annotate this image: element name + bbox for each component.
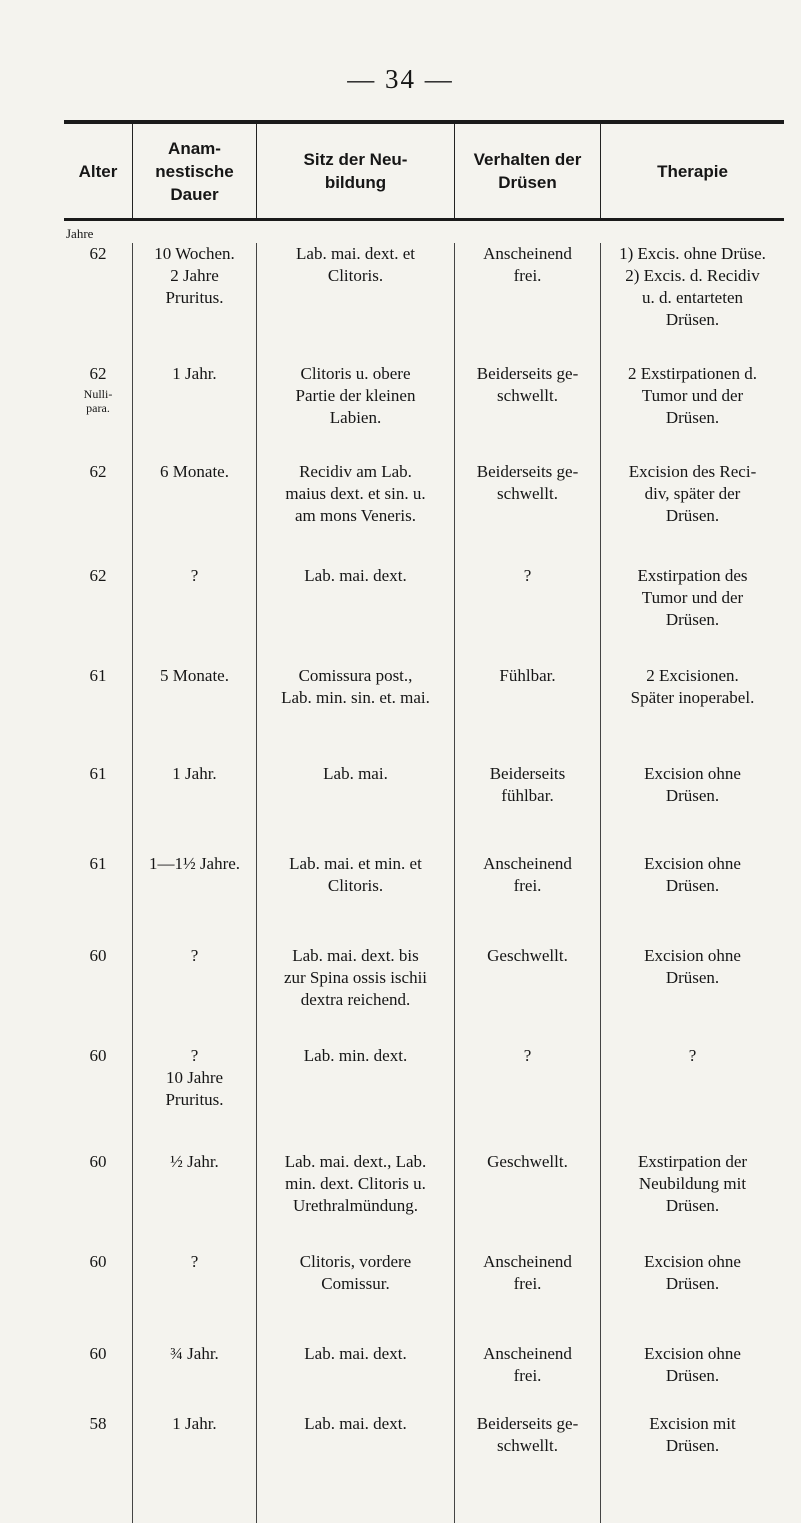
page-number: — 34 — <box>347 64 454 94</box>
cell-text-therapie: 1) Excis. ohne Drüse. 2) Excis. d. Recidiv u. d. entarteten Drüsen. <box>619 244 766 329</box>
cell-therapie <box>600 1045 784 1151</box>
table-header-row <box>64 124 784 218</box>
cell-dauer <box>132 1413 256 1523</box>
cell-therapie <box>600 363 784 461</box>
table-row <box>64 1045 784 1151</box>
cell-text-druesen: Beiderseits ge- schwellt. <box>476 1414 579 1455</box>
cell-dauer <box>132 363 256 461</box>
cell-text-druesen: Beiderseits ge- schwellt. <box>476 364 579 405</box>
cell-text-druesen: Anscheinend frei. <box>483 244 572 285</box>
cell-text-alter: 60 <box>89 946 107 965</box>
cell-text-dauer: ¾ Jahr. <box>170 1344 219 1363</box>
cell-text-sitz: Lab. mai. dext. <box>304 1344 407 1363</box>
table-row <box>64 1343 784 1413</box>
cell-text-alter: 62 <box>89 566 107 585</box>
cell-text-druesen: Anscheinend frei. <box>483 1252 572 1293</box>
cell-dauer <box>132 853 256 945</box>
cell-text-sitz: Lab. mai. dext. <box>304 1414 407 1433</box>
cell-alter <box>64 1151 132 1251</box>
cell-alter <box>64 1045 132 1151</box>
cell-text-therapie: ? <box>688 1046 697 1065</box>
cell-text-therapie: 2 Exstirpationen d. Tumor und der Drüsen. <box>628 364 757 427</box>
table-row <box>64 461 784 565</box>
cell-text-therapie: Exstirpation der Neubildung mit Drüsen. <box>637 1152 748 1215</box>
table-row <box>64 1413 784 1523</box>
cell-text-alter: 62 <box>89 364 107 383</box>
cell-alter <box>64 853 132 945</box>
header-druesen: Verhalten der Drüsen <box>454 124 600 218</box>
cell-text-druesen: Geschwellt. <box>487 946 568 965</box>
table-row <box>64 945 784 1045</box>
cell-text-alter: 60 <box>89 1152 107 1171</box>
header-rule <box>64 218 784 221</box>
cell-dauer <box>132 763 256 853</box>
table-row <box>64 665 784 763</box>
table-row <box>64 363 784 461</box>
cell-sitz <box>256 461 454 565</box>
cell-text-sitz: Lab. mai. dext. et Clitoris. <box>296 244 415 285</box>
cell-therapie <box>600 565 784 665</box>
cell-therapie <box>600 665 784 763</box>
table-row <box>64 1251 784 1343</box>
cell-therapie <box>600 945 784 1045</box>
header-therapie: Therapie <box>600 124 784 218</box>
cell-text-sitz: Lab. mai. dext. bis zur Spina ossis ischii dextra reichend. <box>283 946 428 1009</box>
cell-dauer <box>132 945 256 1045</box>
cell-dauer <box>132 461 256 565</box>
cell-text-therapie: Excision ohne Drüsen. <box>644 1252 741 1293</box>
cell-text-dauer: 10 Wochen. 2 Jahre Pruritus. <box>154 244 235 307</box>
cell-druesen <box>454 1045 600 1151</box>
cell-therapie <box>600 243 784 363</box>
cell-text-druesen: ? <box>523 1046 532 1065</box>
cell-sitz <box>256 853 454 945</box>
cell-sitz <box>256 565 454 665</box>
cell-text-alter: 60 <box>89 1252 107 1271</box>
cell-alter <box>64 243 132 363</box>
header-alter: Alter <box>78 161 118 181</box>
cell-text-sitz: Recidiv am Lab. maius dext. et sin. u. am mons Veneris. <box>285 462 426 525</box>
cell-text-dauer: ? <box>190 946 199 965</box>
cell-alter <box>64 1413 132 1523</box>
cell-alter <box>64 565 132 665</box>
unit-label: Jahre <box>66 226 94 241</box>
cell-dauer <box>132 565 256 665</box>
cell-druesen <box>454 1151 600 1251</box>
cell-druesen <box>454 853 600 945</box>
cell-therapie <box>600 1251 784 1343</box>
header-dauer: Anam- nestische Dauer <box>132 124 256 218</box>
cell-text-druesen: Geschwellt. <box>487 1152 568 1171</box>
cell-therapie <box>600 1413 784 1523</box>
cell-druesen <box>454 1343 600 1413</box>
cell-text-alter: 60 <box>89 1344 107 1363</box>
cell-sitz <box>256 1045 454 1151</box>
cell-sitz <box>256 1343 454 1413</box>
cell-text-dauer: ½ Jahr. <box>170 1152 219 1171</box>
table-row <box>64 565 784 665</box>
cell-alter <box>64 1251 132 1343</box>
cell-text-therapie: Excision des Reci- div, später der Drüsen. <box>628 462 757 525</box>
cell-text-dauer: ? <box>190 1252 199 1271</box>
cell-text-sitz: Lab. min. dext. <box>303 1046 408 1065</box>
cell-text-therapie: Exstirpation des Tumor und der Drüsen. <box>637 566 748 629</box>
cell-text-dauer: ? 10 Jahre Pruritus. <box>165 1046 224 1109</box>
cell-therapie <box>600 853 784 945</box>
cell-dauer <box>132 1151 256 1251</box>
cell-sitz <box>256 243 454 363</box>
cell-text-druesen: Anscheinend frei. <box>483 1344 572 1385</box>
cell-dauer <box>132 1251 256 1343</box>
cell-druesen <box>454 1413 600 1523</box>
table-row <box>64 763 784 853</box>
cell-sitz <box>256 363 454 461</box>
header-sitz: Sitz der Neu- bildung <box>256 124 454 218</box>
cell-text-druesen: Fühlbar. <box>499 666 556 685</box>
cell-text-dauer: 5 Monate. <box>160 666 229 685</box>
cell-sitz <box>256 1251 454 1343</box>
table-row <box>64 243 784 363</box>
table-row <box>64 1151 784 1251</box>
cell-sitz <box>256 665 454 763</box>
cell-alter <box>64 461 132 565</box>
cell-druesen <box>454 363 600 461</box>
cell-text-therapie: Excision ohne Drüsen. <box>644 854 741 895</box>
cell-text-druesen: Anscheinend frei. <box>483 854 572 895</box>
cell-text-sitz: Clitoris, vordere Comissur. <box>299 1252 412 1293</box>
cell-druesen <box>454 763 600 853</box>
cell-text-sitz: Lab. mai. dext., Lab. min. dext. Clitoris u. Urethralmündung. <box>284 1152 427 1215</box>
cell-text-dauer: 1 Jahr. <box>172 364 217 383</box>
cell-dauer <box>132 1045 256 1151</box>
cell-text-alter: 61 <box>89 764 107 783</box>
cell-druesen <box>454 565 600 665</box>
cell-text-druesen: Beiderseits ge- schwellt. <box>476 462 579 503</box>
cell-text-alter: 58 <box>89 1414 107 1433</box>
cell-text-sitz: Comissura post., Lab. min. sin. et. mai. <box>281 666 430 707</box>
cell-text-therapie: Excision ohne Drüsen. <box>644 946 741 987</box>
cell-druesen <box>454 243 600 363</box>
cell-text-dauer: 6 Monate. <box>160 462 229 481</box>
cell-text-druesen: Beiderseits fühlbar. <box>489 764 566 805</box>
cell-text-sitz: Lab. mai. et min. et Clitoris. <box>289 854 422 895</box>
cell-alter <box>64 1343 132 1413</box>
cell-text-alter: 60 <box>89 1046 107 1065</box>
cell-text-druesen: ? <box>523 566 532 585</box>
cell-text-alter: 61 <box>89 854 107 873</box>
cell-text-sitz: Clitoris u. obere Partie der kleinen Labien. <box>295 364 416 427</box>
cell-text-alter: 62 <box>89 244 107 263</box>
cell-text-therapie: Excision mit Drüsen. <box>649 1414 736 1455</box>
cell-druesen <box>454 1251 600 1343</box>
cell-text-therapie: Excision ohne Drüsen. <box>644 764 741 805</box>
table-row <box>64 853 784 945</box>
cell-text-alter: 61 <box>89 666 107 685</box>
cell-sitz <box>256 945 454 1045</box>
cell-text-alter: 62 <box>89 462 107 481</box>
cell-sitz <box>256 763 454 853</box>
cell-alter <box>64 763 132 853</box>
cell-dauer <box>132 243 256 363</box>
cell-text-dauer: 1—1½ Jahre. <box>148 854 241 873</box>
cell-alter <box>64 363 132 461</box>
cell-therapie <box>600 1151 784 1251</box>
cell-sitz <box>256 1413 454 1523</box>
cell-druesen <box>454 461 600 565</box>
cell-text-dauer: ? <box>190 566 199 585</box>
table-body <box>64 243 784 1523</box>
cell-druesen <box>454 945 600 1045</box>
cell-text-dauer: 1 Jahr. <box>172 764 217 783</box>
cell-dauer <box>132 665 256 763</box>
data-table <box>64 120 784 1523</box>
cell-alter <box>64 945 132 1045</box>
cell-text-therapie: Excision ohne Drüsen. <box>644 1344 741 1385</box>
cell-text-therapie: 2 Excisionen. Später inoperabel. <box>630 666 755 707</box>
cell-text-sitz: Lab. mai. <box>323 764 388 783</box>
cell-therapie <box>600 1343 784 1413</box>
cell-alter <box>64 665 132 763</box>
cell-text-dauer: 1 Jahr. <box>172 1414 217 1433</box>
cell-dauer <box>132 1343 256 1413</box>
cell-therapie <box>600 461 784 565</box>
cell-druesen <box>454 665 600 763</box>
cell-note: Nulli- para. <box>83 387 113 415</box>
cell-text-sitz: Lab. mai. dext. <box>304 566 407 585</box>
cell-therapie <box>600 763 784 853</box>
cell-sitz <box>256 1151 454 1251</box>
